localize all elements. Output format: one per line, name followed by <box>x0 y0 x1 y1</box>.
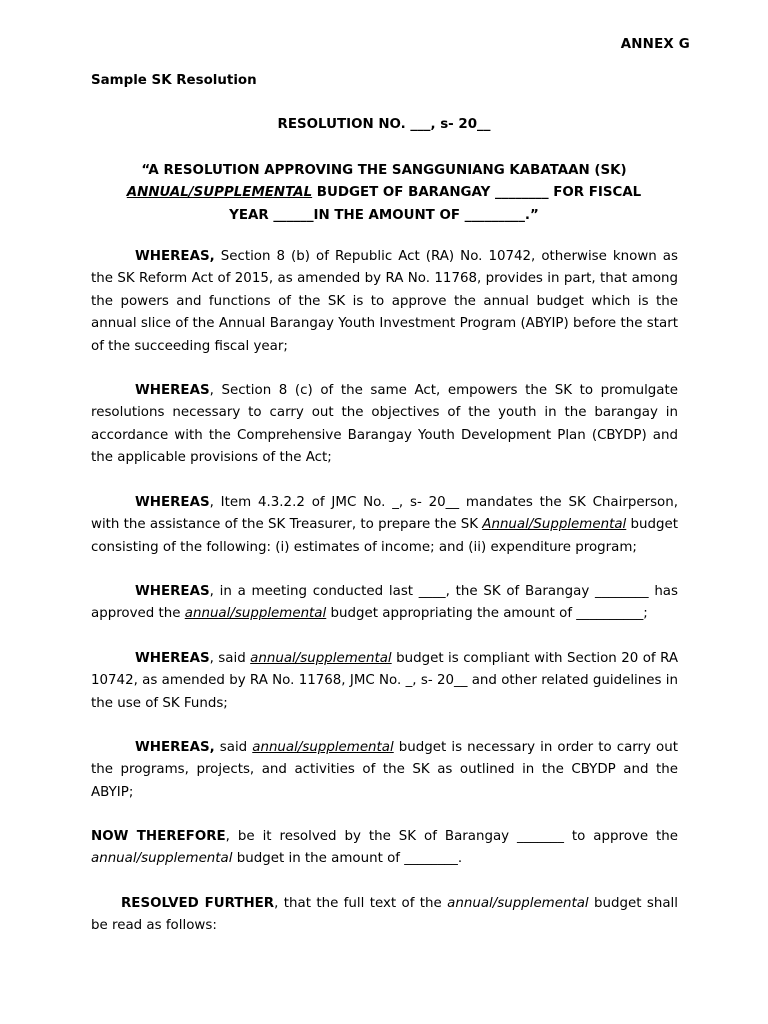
resolution-number: RESOLUTION NO. ___, s- 20__ <box>277 117 491 132</box>
whereas-lead: WHEREAS <box>135 495 210 510</box>
whereas-text: budget consisting of the following: (i) estimates of income; and (ii) expenditure program; <box>91 517 678 555</box>
annex-label: ANNEX G <box>620 37 690 52</box>
whereas-italic: annual/supplemental <box>252 740 394 755</box>
whereas-text: , in a meeting conducted last ____, the SK of Barangay ________ has approved the <box>91 584 678 622</box>
whereas-lead: WHEREAS <box>135 651 210 666</box>
title-line-1: “A RESOLUTION APPROVING THE SANGGUNIANG KABATAAN (SK) <box>141 163 627 178</box>
whereas-text: Section 8 (b) of Republic Act (RA) No. 10742, otherwise known as the SK Reform Act of 2015, as amended by RA No. 11768, provides in part, that among the powers and functions of the SK is to approve the annual budget which is the annual slice of the Annual Barangay Youth Investment Program (ABYIP) before the start of the succeeding fiscal year; <box>91 249 678 354</box>
whereas-lead: WHEREAS, <box>135 249 215 264</box>
whereas-text: budget is necessary in order to carry out the programs, projects, and activities of the SK as outlined in the CBYDP and the ABYIP; <box>91 740 678 800</box>
title-line-2 <box>91 182 677 204</box>
whereas-paragraph-3 <box>91 492 678 559</box>
title-annual-supplemental: ANNUAL/SUPPLEMENTAL <box>126 185 313 201</box>
title-line-3: YEAR ______IN THE AMOUNT OF _________.” <box>229 207 539 223</box>
whereas-paragraph-1 <box>91 246 678 358</box>
resolved-further-text: , that the full text of the <box>274 896 448 911</box>
whereas-lead: WHEREAS, <box>135 740 215 755</box>
whereas-paragraph-6 <box>91 737 678 804</box>
whereas-text: , Section 8 (c) of the same Act, empowers the SK to promulgate resolutions necessary to carry out the objectives of the youth in the barangay in accordance with the Comprehensive Barangay Youth Development Plan (CBYDP) and the applicable provisions of the Act; <box>91 383 678 466</box>
whereas-paragraph-5 <box>91 648 678 715</box>
now-therefore-text: budget in the amount of ________. <box>232 851 463 867</box>
now-therefore-italic: annual/supplemental <box>91 851 233 867</box>
whereas-text: budget appropriating the amount of __________; <box>326 606 648 622</box>
now-therefore-text: , be it resolved by the SK of Barangay _______ to approve the <box>225 829 678 844</box>
sample-title: Sample SK Resolution <box>91 73 257 88</box>
whereas-lead: WHEREAS <box>135 383 210 398</box>
whereas-text: , Item 4.3.2.2 of JMC No. _, s- 20__ mandates the SK Chairperson, with the assistance of the SK Treasurer, to prepare the SK <box>91 495 678 533</box>
whereas-paragraph-4 <box>91 581 678 626</box>
resolved-further-lead: RESOLVED FURTHER <box>121 896 275 911</box>
now-therefore-paragraph <box>91 826 678 871</box>
resolved-further-paragraph <box>91 893 678 938</box>
whereas-text: said <box>214 740 253 755</box>
whereas-lead: WHEREAS <box>135 584 210 599</box>
whereas-italic: annual/supplemental <box>250 651 392 666</box>
whereas-paragraph-2 <box>91 380 678 470</box>
resolution-title <box>91 160 677 227</box>
whereas-italic: annual/supplemental <box>184 606 327 622</box>
title-line-2-rest: BUDGET OF BARANGAY ________ FOR FISCAL <box>312 185 642 201</box>
whereas-text: budget is compliant with Section 20 of RA 10742, as amended by RA No. 11768, JMC No. _, s- 20__ and other related guidelines in the use of SK Funds; <box>91 651 678 711</box>
resolved-further-italic: annual/supplemental <box>447 896 589 911</box>
whereas-text: , said <box>209 651 251 666</box>
now-therefore-lead: NOW THEREFORE <box>91 829 226 844</box>
resolved-further-text: budget shall be read as follows: <box>91 896 678 934</box>
whereas-italic: Annual/Supplemental <box>482 517 627 533</box>
